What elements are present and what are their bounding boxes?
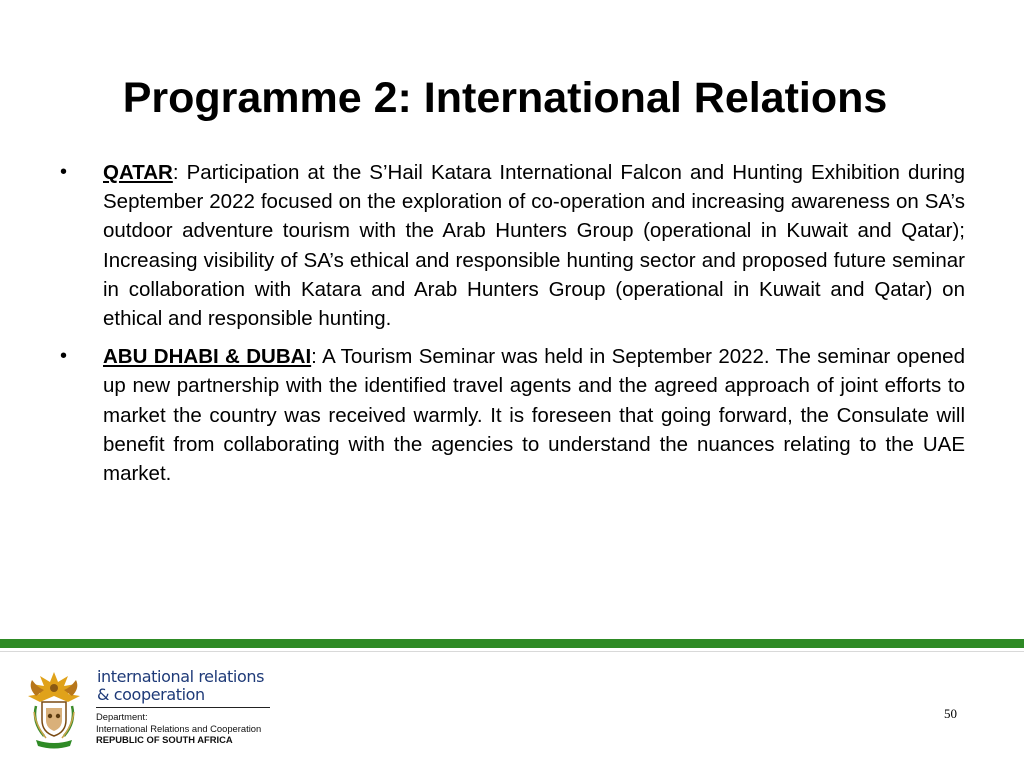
department-name bbox=[96, 711, 261, 746]
bullet-item-abu-dhabi-dubai bbox=[60, 342, 965, 488]
bullet-icon: • bbox=[60, 161, 68, 183]
bullet-heading: ABU DHABI & DUBAI bbox=[103, 345, 312, 369]
dept-line-2: International Relations and Cooperation bbox=[96, 722, 262, 734]
footer-divider bbox=[0, 651, 1024, 652]
logo-wordmark bbox=[97, 668, 264, 704]
department-logo bbox=[22, 666, 272, 752]
logo-divider bbox=[96, 707, 270, 708]
page-number: 50 bbox=[944, 706, 957, 721]
logo-line-2: & cooperation bbox=[97, 685, 205, 704]
bullet-list bbox=[60, 158, 965, 497]
dept-line-3: REPUBLIC OF SOUTH AFRICA bbox=[96, 734, 233, 745]
slide-title: Programme 2: International Relations bbox=[122, 74, 888, 122]
logo-line-1: international relations bbox=[97, 667, 265, 686]
bullet-heading: QATAR bbox=[103, 161, 173, 184]
footer-green-band bbox=[0, 639, 1024, 648]
coat-of-arms-icon bbox=[22, 666, 86, 750]
bullet-text: : A Tourism Seminar was held in September 2022. The seminar opened up new partnership with the identified travel agents and the agreed approach of joint efforts to market the country was received warmly. It is foreseen that going forward, the Consulate will benefit from collaborating with the agencies to understand the nuances relating to the UAE market. bbox=[103, 345, 965, 486]
bullet-text: : Participation at the S’Hail Katara International Falcon and Hunting Exhibition during September 2022 focused on the exploration of co-operation and increasing awareness on SA’s outdoor adventure tourism with the Arab Hunters Group (operational in Kuwait and Qatar); Increasing visibility of SA’s ethical and responsible hunting sector and proposed future seminar in collaboration with Katara and Arab Hunters Group (operational in Kuwait and Qatar) on ethical and responsible hunting. bbox=[103, 161, 965, 331]
dept-line-1: Department: bbox=[96, 711, 148, 722]
bullet-icon: • bbox=[60, 345, 68, 368]
bullet-item-qatar bbox=[60, 158, 965, 333]
